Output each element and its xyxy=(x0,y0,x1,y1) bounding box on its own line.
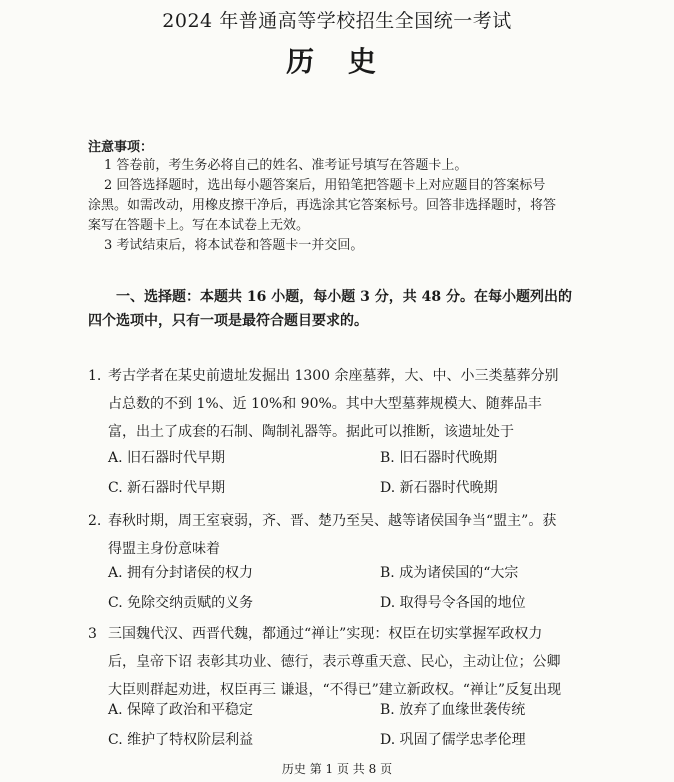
q3-option-d[interactable]: D. 巩固了儒学忠孝伦理 xyxy=(380,732,526,748)
q2-option-a[interactable]: A. 拥有分封诸侯的权力 xyxy=(108,565,254,581)
page-footer: 历史 第 1 页 共 8 页 xyxy=(281,762,393,776)
notice-item-1: 1 答卷前，考生务必将自己的姓名、准考证号填写在答题卡上。 xyxy=(104,158,468,173)
q1-option-c[interactable]: C. 新石器时代早期 xyxy=(108,480,226,496)
question-2 xyxy=(88,507,568,563)
question-number: 1. xyxy=(88,368,102,384)
question-number: 2. xyxy=(88,513,102,529)
q2-option-d[interactable]: D. 取得号令各国的地位 xyxy=(380,595,526,611)
notice-item-2: 2 回答选择题时，选出每小题答案后，用铅笔把答题卡上对应题目的答案标号涂黑。如需改动，用橡皮擦干净后，再选涂其它答案标号。回答非选择题时，将答案写在答题卡上。写在本试卷上无效。 xyxy=(88,178,557,233)
notice-heading: 注意事项： xyxy=(88,140,154,155)
exam-title: 2024 年普通高等学校招生全国统一考试 xyxy=(162,10,512,32)
notice-item-3: 3 考试结束后，将本试卷和答题卡一并交回。 xyxy=(104,238,364,253)
q1-option-d[interactable]: D. 新石器时代晚期 xyxy=(380,480,498,496)
q1-option-b[interactable]: B. 旧石器时代晚期 xyxy=(380,450,498,466)
q3-option-b[interactable]: B. 放弃了血缘世袭传统 xyxy=(380,702,526,718)
question-stem: 三国魏代汉、西晋代魏，都通过“禅让”实现：权臣在切实掌握军政权力后，皇帝下诏 表彰其功业、德行，表示尊重天意、民心，主动让位；公卿大臣则群起劝进，权臣再三 谦退，“不得已”建立新政权。“禅让”反复出现 xyxy=(108,626,562,698)
q3-option-c[interactable]: C. 维护了特权阶层利益 xyxy=(108,732,254,748)
question-stem: 考古学者在某史前遗址发掘出 1300 余座墓葬，大、中、小三类墓葬分别占总数的不到 1%、近 10%和 90%。其中大型墓葬规模大、随葬品丰富，出土了成套的石制、陶制礼器等。据此可以推断，该遗址处于 xyxy=(108,368,559,440)
q2-option-c[interactable]: C. 免除交纳贡赋的义务 xyxy=(108,595,254,611)
q3-option-a[interactable]: A. 保障了政治和平稳定 xyxy=(108,702,254,718)
section-heading: 一、选择题：本题共 16 小题，每小题 3 分，共 48 分。在每小题列出的四个选项中，只有一项是最符合题目要求的。 xyxy=(88,289,572,329)
q1-option-a[interactable]: A. 旧石器时代早期 xyxy=(108,450,226,466)
question-3 xyxy=(88,620,568,704)
subject-title: 历 史 xyxy=(286,45,388,78)
q2-option-b[interactable]: B. 成为诸侯国的“大宗 xyxy=(380,565,519,581)
question-number: 3 xyxy=(88,626,97,642)
question-1 xyxy=(88,362,568,446)
question-stem: 春秋时期，周王室衰弱，齐、晋、楚乃至吴、越等诸侯国争当“盟主”。获得盟主身份意味着 xyxy=(108,513,557,557)
